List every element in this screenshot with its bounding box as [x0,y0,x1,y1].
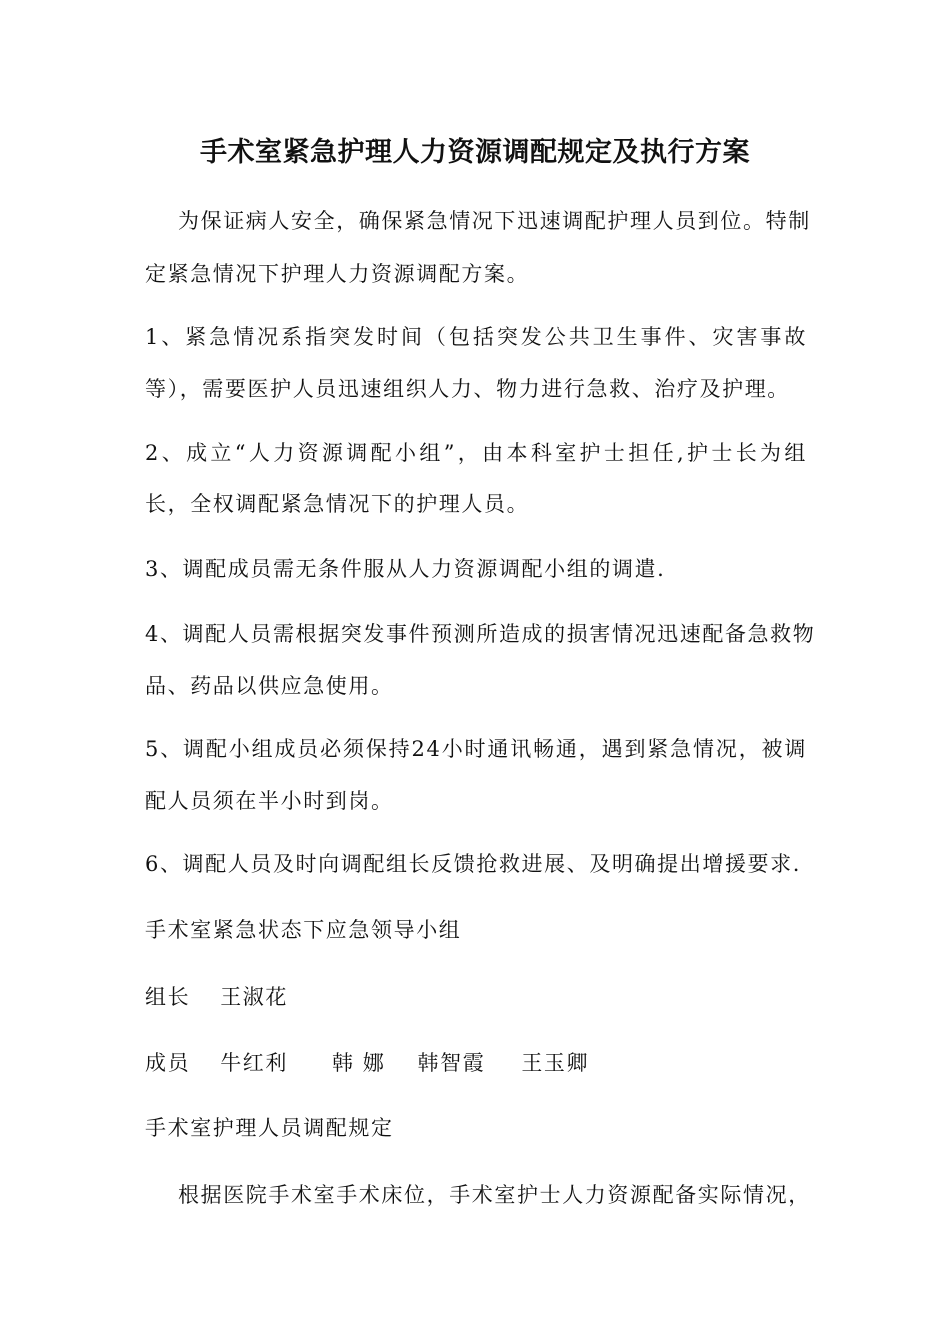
item-6-line-1: 6、调配人员及时向调配组长反馈抢救进展、及明确提出增援要求. [145,852,802,876]
regulation-heading: 手术室护理人员调配规定 [145,1116,394,1140]
leader-label: 组长 [145,985,191,1009]
item-5-line-2: 配人员须在半小时到岗。 [145,789,394,813]
member-name: 韩智霞 [417,1051,486,1075]
leader-row [145,982,807,1012]
item-1-line-1: 1、紧急情况系指突发时间（包括突发公共卫生事件、灾害事故 [145,325,807,349]
item-2-line-2: 长，全权调配紧急情况下的护理人员。 [145,492,530,516]
item-1-line-2: 等），需要医护人员迅速组织人力、物力进行急救、治疗及护理。 [145,377,790,401]
regulation-line-1: 根据医院手术室手术床位，手术室护士人力资源配备实际情况， [178,1183,811,1207]
members-row [145,1048,807,1078]
item-4-line-2: 品、药品以供应急使用。 [145,674,394,698]
intro-line-1: 为保证病人安全，确保紧急情况下迅速调配护理人员到位。特制 [178,209,811,233]
intro-line-2: 定紧急情况下护理人力资源调配方案。 [145,262,530,286]
item-2-line-1: 2、成立“人力资源调配小组”，由本科室护士担任,护士长为组 [145,441,807,465]
member-name: 牛红利 [220,1051,289,1075]
document-title: 手术室紧急护理人力资源调配规定及执行方案 [200,137,750,168]
item-4-line-1: 4、调配人员需根据突发事件预测所造成的损害情况迅速配备急救物 [145,622,816,646]
member-name: 王玉卿 [521,1051,590,1075]
member-name: 韩 娜 [332,1051,386,1075]
item-5-line-1: 5、调配小组成员必须保持24小时通讯畅通，遇到紧急情况，被调 [145,737,807,761]
item-3-line-1: 3、调配成员需无条件服从人力资源调配小组的调遣. [145,557,666,581]
members-label: 成员 [145,1051,191,1075]
leadership-heading: 手术室紧急状态下应急领导小组 [145,918,462,942]
leader-name: 王淑花 [220,985,289,1009]
